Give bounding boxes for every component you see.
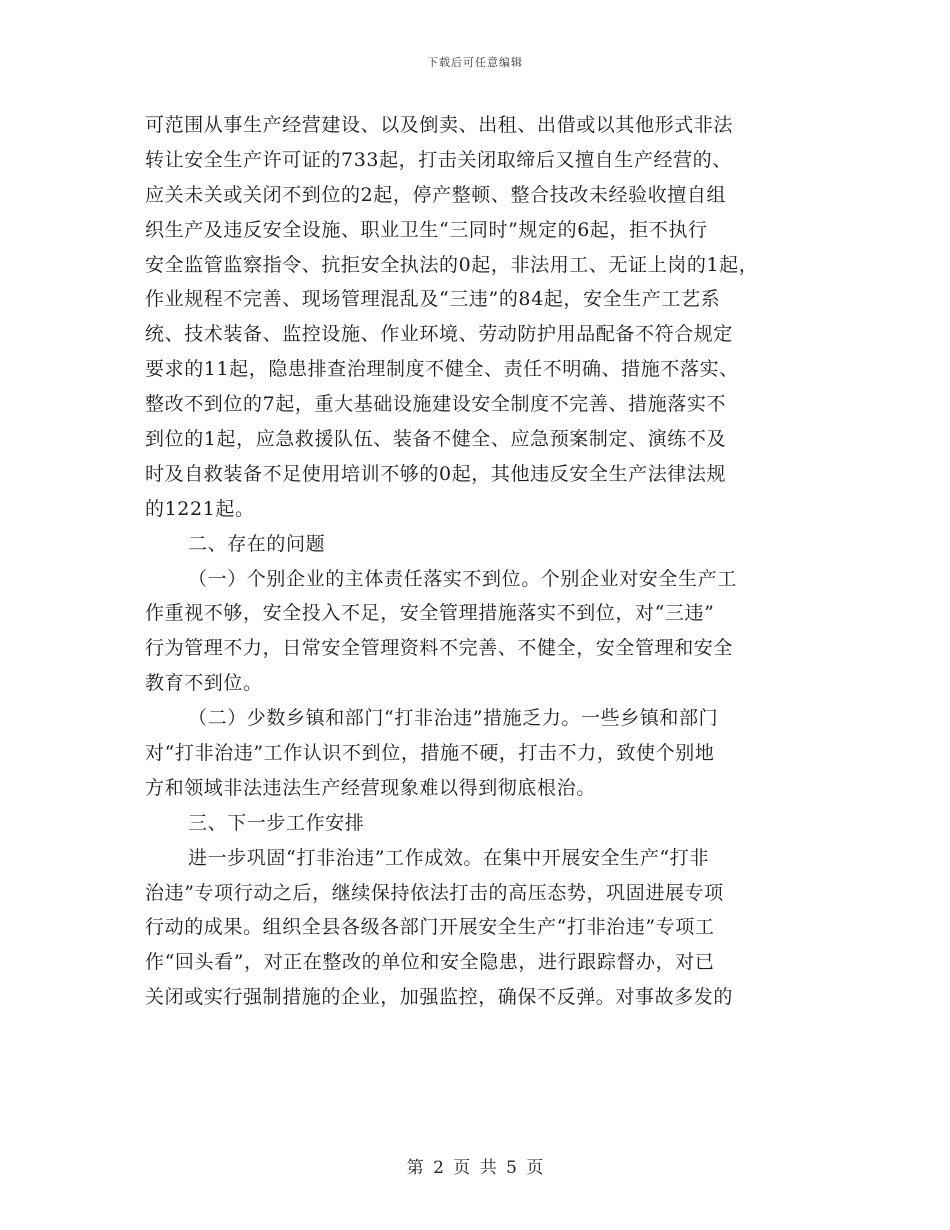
text-line: 时及自救装备不足使用培训不够的0起，其他违反安全生产法律法规 (145, 462, 727, 485)
page-header-note: 下载后可任意编辑 (427, 56, 523, 69)
text-line: 作业规程不完善、现场管理混乱及“三违”的84起，安全生产工艺系 (145, 288, 721, 311)
text-line: 方和领域非法违法生产经营现象难以得到彻底根治。 (145, 776, 596, 799)
text-line: 行动的成果。组织全县各级各部门开展安全生产“打非治违”专项工 (145, 916, 715, 939)
text-line: 应关未关或关闭不到位的2起，停产整顿、整合技改未经验收擅自组 (145, 183, 727, 206)
text-line: 治违”专项行动之后，继续保持依法打击的高压态势，巩固进展专项 (145, 881, 724, 904)
text-line: （一）个别企业的主体责任落实不到位。个别企业对安全生产工 (188, 567, 737, 590)
text-line: 统、技术装备、监控设施、作业环境、劳动防护用品配备不符合规定 (145, 323, 734, 346)
text-line: 进一步巩固“打非治违”工作成效。在集中开展安全生产“打非 (188, 846, 709, 869)
text-line: 教育不到位。 (145, 672, 263, 695)
text-line: 作重视不够，安全投入不足，安全管理措施落实不到位，对“三违” (145, 602, 715, 625)
text-line: （二）少数乡镇和部门“打非治违”措施乏力。一些乡镇和部门 (188, 707, 719, 730)
text-line: 可范围从事生产经营建设、以及倒卖、出租、出借或以其他形式非法 (145, 114, 734, 136)
text-line: 转让安全生产许可证的733起，打击关闭取缔后又擅自生产经营的、 (145, 148, 732, 171)
text-line: 二、存在的问题 (188, 532, 326, 555)
text-line: 到位的1起，应急救援队伍、装备不健全、应急预案制定、演练不及 (145, 428, 727, 451)
text-line: 对“打非治违”工作认识不到位，措施不硬，打击不力，致使个别地 (145, 742, 715, 765)
text-line: 要求的11起，隐患排查治理制度不健全、责任不明确、措施不落实、 (145, 358, 739, 381)
text-line: 行为管理不力，日常安全管理资料不完善、不健全，安全管理和安全 (145, 637, 734, 660)
document-body (145, 108, 825, 1015)
text-line: 三、下一步工作安排 (188, 811, 365, 834)
text-line: 织生产及违反安全设施、职业卫生“三同时”规定的6起，拒不执行 (145, 218, 708, 241)
text-line: 作“回头看”，对正在整改的单位和安全隐患，进行跟踪督办，对已 (145, 951, 715, 974)
text-line: 安全监管监察指令、抗拒安全执法的0起，非法用工、无证上岗的1起， (145, 253, 759, 276)
page-number-footer: 第 2 页 共 5 页 (406, 1158, 544, 1178)
text-line: 的1221起。 (145, 497, 255, 520)
text-line: 整改不到位的7起，重大基础设施建设安全制度不完善、措施落实不 (145, 393, 727, 416)
text-line: 关闭或实行强制措施的企业，加强监控，确保不反弹。对事故多发的 (145, 986, 734, 1009)
